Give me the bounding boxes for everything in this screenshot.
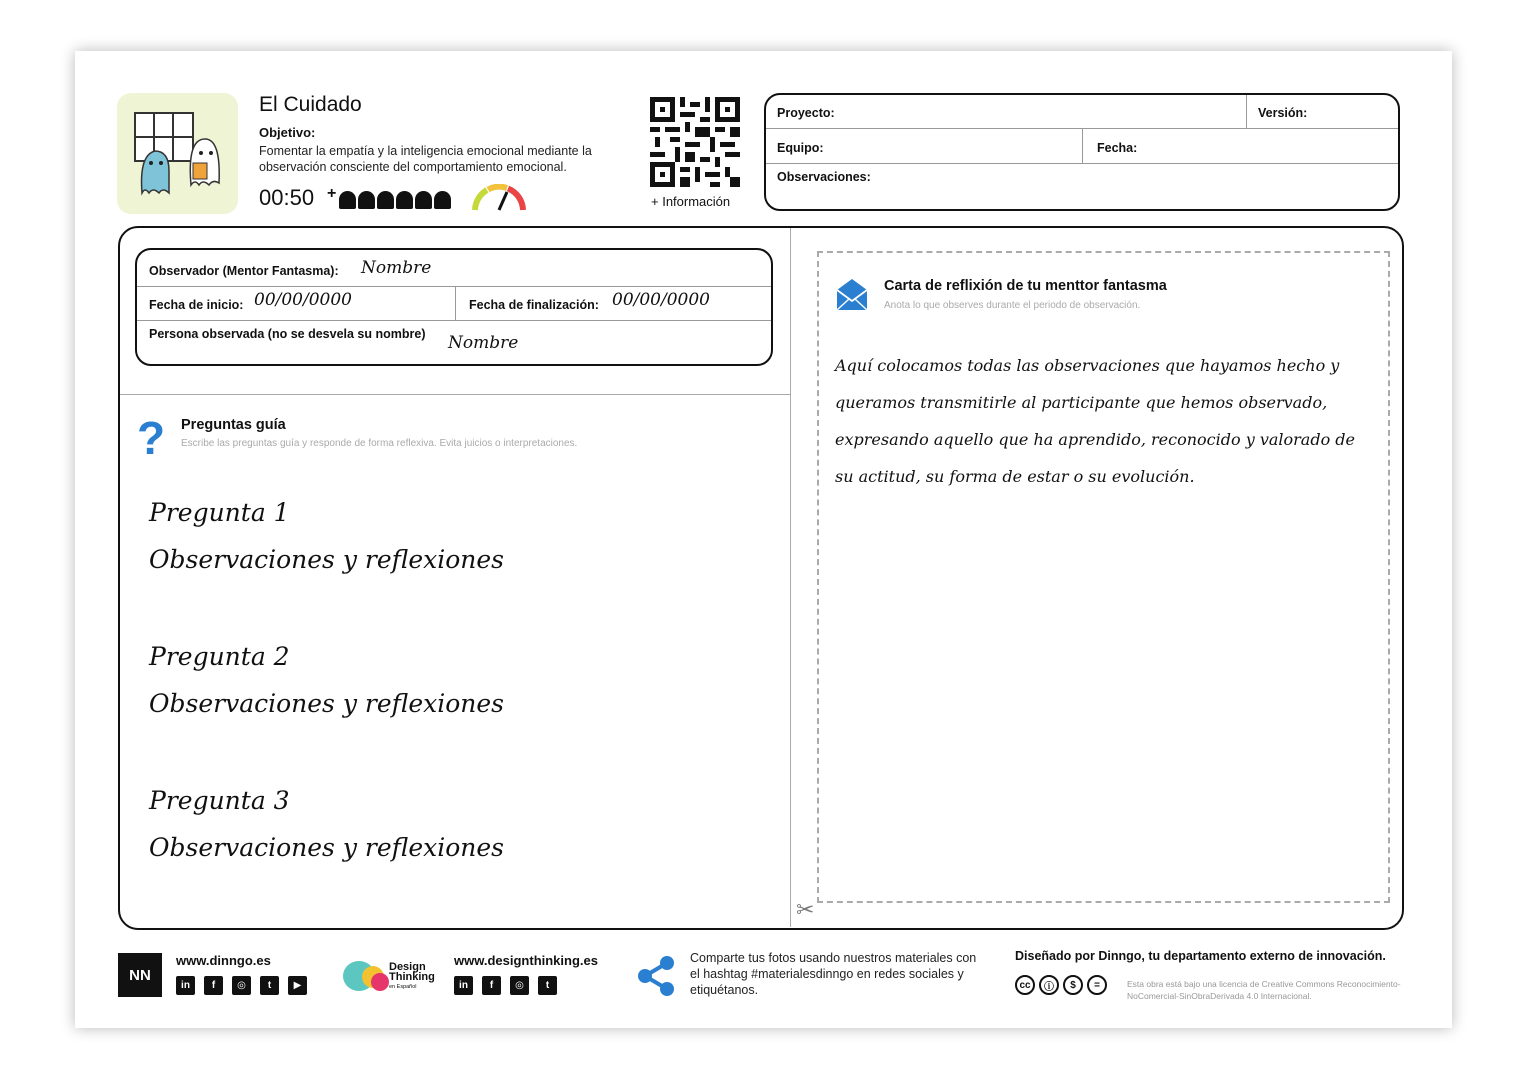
observer-form	[135, 248, 773, 366]
answer-3[interactable]: Observaciones y reflexiones	[149, 833, 504, 862]
difficulty-gauge-icon	[471, 184, 527, 217]
section-divider	[120, 394, 790, 395]
more-info-link[interactable]: + Información	[651, 194, 731, 209]
dt-logo-line2: Thinking	[389, 971, 435, 983]
divider	[137, 320, 771, 321]
objective-text: Fomentar la empatía y la inteligencia emocional mediante la observación consciente del comportamiento emocional.	[259, 144, 592, 174]
share-icon	[636, 955, 676, 1002]
twitter-icon[interactable]: t	[260, 976, 279, 995]
letter-subtitle: Anota lo que observes durante el periodo de observación.	[884, 300, 1141, 311]
cc-icon: cc	[1015, 975, 1035, 995]
noncommercial-icon: $	[1063, 975, 1083, 995]
divider	[137, 286, 771, 287]
license-text: Esta obra está bajo una licencia de Creative Commons Reconocimiento-NoComercial-SinObraDerivada 4.0 Internacional.	[1127, 979, 1401, 1001]
column-divider	[790, 228, 791, 927]
divider	[1082, 128, 1083, 163]
ghost-icon	[377, 191, 394, 209]
designed-by: Diseñado por Dinngo, tu departamento externo de innovación.	[1015, 949, 1386, 963]
attribution-icon: ⓘ	[1039, 975, 1059, 995]
linkedin-icon[interactable]: in	[176, 976, 195, 995]
question-mark-icon: ?	[137, 412, 166, 464]
design-thinking-url[interactable]: www.designthinking.es	[454, 953, 598, 968]
canvas-sheet	[75, 51, 1452, 1028]
team-field[interactable]: Equipo:	[777, 141, 824, 155]
noderivatives-icon: =	[1087, 975, 1107, 995]
ghost-icon	[434, 191, 451, 209]
design-thinking-logo[interactable]	[341, 959, 391, 993]
objective-label: Objetivo:	[259, 125, 316, 140]
notes-field[interactable]: Observaciones:	[777, 170, 871, 184]
scissors-icon: ✂	[796, 897, 815, 922]
letter-body[interactable]: Aquí colocamos todas las observaciones que hayamos hecho y queramos transmitirle al participante que hemos observado, expresando aquello que ha aprendido, reconocido y valorado de su actitud, su forma de estar o su evolución.	[835, 356, 1356, 486]
dt-logo-line3: en Español	[389, 984, 417, 990]
divider	[1246, 95, 1247, 128]
ghost-rating	[339, 189, 451, 209]
date-field[interactable]: Fecha:	[1097, 141, 1138, 155]
linkedin-icon[interactable]: in	[454, 976, 473, 995]
envelope-icon	[835, 277, 869, 316]
facebook-icon[interactable]: f	[482, 976, 501, 995]
start-date-value[interactable]: 00/00/0000	[254, 290, 352, 310]
instagram-icon[interactable]: ◎	[232, 976, 251, 995]
answer-2[interactable]: Observaciones y reflexiones	[149, 689, 504, 718]
end-date-value[interactable]: 00/00/0000	[612, 290, 710, 310]
creative-commons-badges	[1015, 975, 1107, 995]
dt-social-links	[454, 976, 557, 995]
observer-label: Observador (Mentor Fantasma):	[149, 264, 339, 278]
version-field[interactable]: Versión:	[1258, 106, 1308, 120]
question-1[interactable]: Pregunta 1	[149, 498, 290, 527]
observed-person-value[interactable]: Nombre	[448, 333, 519, 353]
guide-subtitle: Escribe las preguntas guía y responde de forma reflexiva. Evita juicios o interpretaciones.	[181, 438, 578, 449]
answer-1[interactable]: Observaciones y reflexiones	[149, 545, 504, 574]
question-3[interactable]: Pregunta 3	[149, 786, 290, 815]
activity-illustration	[117, 93, 238, 214]
project-info-form	[764, 93, 1400, 211]
facebook-icon[interactable]: f	[204, 976, 223, 995]
dinngo-logo[interactable]: NN	[118, 953, 162, 997]
guide-title: Preguntas guía	[181, 417, 286, 433]
share-text: Comparte tus fotos usando nuestros materiales con el hashtag #materialesdinngo en redes sociales y etiquétanos.	[690, 951, 977, 997]
dt-logo-line1: Design	[389, 961, 426, 973]
letter-title: Carta de reflixión de tu menttor fantasma	[884, 278, 1167, 294]
duration-time: 00:50	[259, 185, 315, 210]
dinngo-social-links	[176, 976, 307, 995]
qr-code[interactable]	[650, 97, 740, 187]
dinngo-url[interactable]: www.dinngo.es	[176, 953, 271, 968]
divider	[455, 286, 456, 320]
design-thinking-wordmark	[389, 962, 435, 992]
ghost-icon	[339, 191, 356, 209]
activity-title: El Cuidado	[259, 93, 362, 116]
ghost-icon	[358, 191, 375, 209]
ghost-icon	[396, 191, 413, 209]
plus-sign: +	[327, 185, 337, 202]
question-2[interactable]: Pregunta 2	[149, 642, 290, 671]
instagram-icon[interactable]: ◎	[510, 976, 529, 995]
end-date-label: Fecha de finalización:	[469, 298, 599, 312]
project-field[interactable]: Proyecto:	[777, 106, 835, 120]
observed-person-label: Persona observada (no se desvela su nombre)	[149, 327, 426, 341]
divider	[766, 163, 1398, 164]
twitter-icon[interactable]: t	[538, 976, 557, 995]
youtube-icon[interactable]: ▶	[288, 976, 307, 995]
observer-value[interactable]: Nombre	[361, 258, 432, 278]
ghost-icon	[415, 191, 432, 209]
start-date-label: Fecha de inicio:	[149, 298, 244, 312]
